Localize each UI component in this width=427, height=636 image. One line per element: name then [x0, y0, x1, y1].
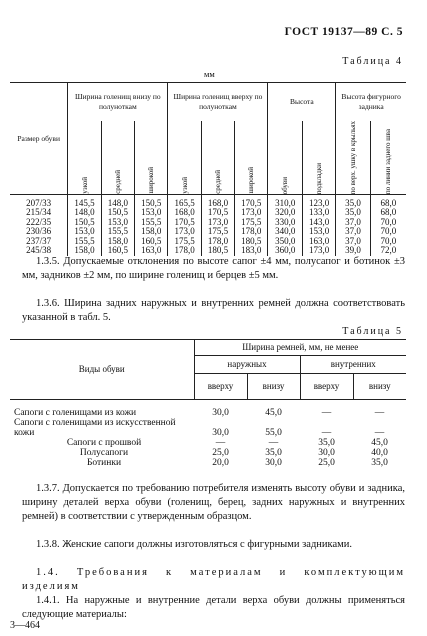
- table4-cell: 163,0: [135, 246, 168, 256]
- table-row: [10, 194, 406, 208]
- table-row: [10, 400, 406, 419]
- table4-cell: 180,5: [235, 237, 268, 247]
- paragraph-1-3-8: 1.3.8. Женские сапоги должны изготовляться с фигурными задниками.: [36, 539, 353, 550]
- table4-subheader: [302, 121, 335, 195]
- table4-group-header: Высота фигурного задника: [341, 92, 401, 111]
- table4-cell: 37,0: [336, 218, 370, 228]
- table4-cell: 37,0: [336, 227, 370, 237]
- table4-cell: 153,0: [135, 208, 168, 218]
- table4-cell: 153,0: [68, 227, 101, 237]
- table4-subheader: [135, 121, 168, 195]
- table4-cell: 143,0: [302, 218, 335, 228]
- table5-cell: 40,0: [371, 447, 388, 458]
- table4-cell: 68,0: [380, 197, 397, 208]
- table5-cell: 35,0: [265, 447, 282, 458]
- table4-cell: 158,0: [101, 237, 134, 247]
- table4-cell: 173,0: [302, 246, 335, 256]
- table4-size-cell: 245/38: [10, 246, 68, 256]
- page-footer: 3—464: [10, 620, 40, 631]
- table5-cell: —: [374, 407, 385, 418]
- table4-size-cell: 230/36: [10, 227, 68, 237]
- table5-group-header: Ширина ремней, мм, не менее: [194, 340, 406, 356]
- table5-subheader: внизу: [368, 380, 391, 391]
- table5-cell: 30,0: [318, 447, 335, 458]
- table4-cell: 320,0: [268, 208, 302, 218]
- table5-type-cell: Ботинки: [86, 458, 122, 468]
- table4-cell: 70,0: [380, 216, 397, 227]
- table4-cell: 178,0: [201, 237, 234, 247]
- table4-cell: 350,0: [268, 237, 302, 247]
- paragraph-1-3-5: 1.3.5. Допускаемые отклонения по высоте сапог ±4 мм, полусапог и ботинок ±3 мм, задников ±2 мм, по ширине голенищ и берцев ±5 мм.: [22, 256, 405, 281]
- table4-cell: 168,0: [201, 194, 234, 208]
- table5-type-cell: Сапоги с голенищами из искусственной кожи: [14, 418, 176, 438]
- table5-type-header: Виды обуви: [10, 340, 194, 400]
- table4-cell: 155,5: [68, 237, 101, 247]
- section-heading-1-4: 1.4. Требования к материалам и комплектующим изделиям: [22, 567, 405, 592]
- table5-inner-header: внутренних: [300, 356, 406, 374]
- table5-cell: 30,0: [212, 427, 229, 438]
- table5-caption: Таблица 5: [342, 326, 403, 337]
- table4-cell: 170,5: [235, 194, 268, 208]
- table-row: [10, 418, 406, 438]
- table4-cell: 178,0: [235, 227, 268, 237]
- table5-cell: 25,0: [318, 457, 335, 468]
- table4-cell: 39,0: [336, 246, 370, 256]
- table4-cell: 173,0: [201, 218, 234, 228]
- table4: [10, 82, 406, 256]
- table4-subheader-label: узкой: [180, 177, 189, 194]
- table4-cell: 165,5: [168, 194, 201, 208]
- table4-cell: 123,0: [302, 194, 335, 208]
- table4-unit: мм: [204, 69, 215, 79]
- table4-subheader-label: по линии заднего шва: [384, 128, 393, 194]
- table4-cell: 148,0: [101, 194, 134, 208]
- table4-cell: 310,0: [268, 194, 302, 208]
- table4-cell: 35,0: [336, 194, 370, 208]
- table4-cell: 133,0: [302, 208, 335, 218]
- page-header: ГОСТ 19137—89 С. 5: [284, 26, 403, 38]
- table4-cell: 158,0: [68, 246, 101, 256]
- table4-cell: 175,5: [168, 237, 201, 247]
- paragraph-1-3-6: 1.3.6. Ширина задних наружных и внутренних ремней должна соответствовать указанной в табл. 5.: [22, 298, 405, 323]
- table4-cell: 70,0: [380, 226, 397, 237]
- table5-cell: 35,0: [318, 437, 335, 448]
- table4-cell: 170,5: [168, 218, 201, 228]
- table4-group-header: Ширина голенищ внизу по полуноткам: [68, 83, 168, 121]
- table4-subheader: [268, 121, 302, 195]
- table4-cell: 330,0: [268, 218, 302, 228]
- table4-cell: 37,0: [336, 237, 370, 247]
- table5-cell: —: [215, 437, 226, 448]
- table4-cell: 173,0: [168, 227, 201, 237]
- table4-subheader: [370, 121, 406, 195]
- table4-cell: 145,5: [68, 194, 101, 208]
- table4-subheader: [235, 121, 268, 195]
- table4-cell: 150,5: [135, 194, 168, 208]
- table4-subheader-label: широкой: [247, 167, 256, 194]
- table-row: [10, 448, 406, 458]
- table4-cell: 168,0: [168, 208, 201, 218]
- table4-cell: 360,0: [268, 246, 302, 256]
- table4-size-cell: 215/34: [10, 208, 68, 218]
- table4-cell: 150,5: [101, 208, 134, 218]
- table5-cell: 30,0: [265, 457, 282, 468]
- table4-caption: Таблица 4: [342, 56, 403, 67]
- table4-subheader-label: подкладки: [315, 162, 324, 194]
- table5-type-cell: Сапоги с голенищами из кожи: [14, 408, 137, 418]
- table5-cell: 20,0: [212, 457, 229, 468]
- table4-subheader-label: широкой: [147, 167, 156, 194]
- table-row: [10, 458, 406, 468]
- table4-subheader: [336, 121, 370, 195]
- table4-cell: 178,0: [168, 246, 201, 256]
- table5-type-cell: Сапоги с прошвой: [66, 438, 142, 448]
- table4-cell: 175,5: [201, 227, 234, 237]
- table4-subheader-label: по верх. ушку в крыльях: [349, 120, 358, 194]
- table4-subheader: [68, 121, 101, 195]
- paragraph-1-4-1: 1.4.1. На наружные и внутренние детали верха обуви должны применяться следующие материалы:: [22, 595, 405, 620]
- table4-cell: 153,0: [101, 218, 134, 228]
- table5-cell: 30,0: [212, 407, 229, 418]
- table4-cell: 68,0: [380, 207, 397, 218]
- table5-subheader: вверху: [300, 374, 353, 400]
- table4-cell: 163,0: [302, 237, 335, 247]
- table5-cell: —: [321, 407, 332, 418]
- table-row: [10, 438, 406, 448]
- table4-group-header: Ширина голенищ вверху по полуноткам: [168, 83, 268, 121]
- table4-cell: 183,0: [235, 246, 268, 256]
- table4-cell: 35,0: [336, 208, 370, 218]
- table5: [10, 339, 406, 468]
- table4-subheader: [201, 121, 234, 195]
- table4-cell: 155,5: [135, 218, 168, 228]
- table4-subheader-label: средней: [213, 170, 222, 194]
- table4-size-cell: 237/37: [10, 237, 68, 247]
- table5-cell: 35,0: [371, 457, 388, 468]
- table4-size-cell: 207/33: [10, 194, 68, 208]
- table5-cell: —: [374, 427, 385, 438]
- table4-cell: 170,5: [201, 208, 234, 218]
- table4-cell: 160,5: [101, 246, 134, 256]
- table4-subheader-label: обуви: [281, 176, 290, 194]
- table5-cell: 45,0: [265, 407, 282, 418]
- table4-cell: 150,5: [68, 218, 101, 228]
- table4-size-cell: 222/35: [10, 218, 68, 228]
- table4-subheader: [101, 121, 134, 195]
- table4-cell: 340,0: [268, 227, 302, 237]
- table4-subheader: [168, 121, 201, 195]
- table4-cell: 155,5: [101, 227, 134, 237]
- table4-cell: 180,5: [201, 246, 234, 256]
- table5-cell: —: [321, 427, 332, 438]
- table4-cell: 70,0: [380, 235, 397, 246]
- table4-cell: 148,0: [68, 208, 101, 218]
- table4-cell: 173,0: [235, 208, 268, 218]
- table4-cell: 160,5: [135, 237, 168, 247]
- table5-outer-header: наружных: [194, 356, 300, 374]
- table4-group-header: Высота: [268, 83, 336, 121]
- table4-cell: 72,0: [380, 245, 397, 256]
- table4-subheader-label: средней: [113, 170, 122, 194]
- table5-cell: 55,0: [265, 427, 282, 438]
- table5-cell: 25,0: [212, 447, 229, 458]
- table5-cell: —: [268, 437, 279, 448]
- table4-cell: 175,5: [235, 218, 268, 228]
- table5-subheader: внизу: [247, 374, 300, 400]
- paragraph-1-3-7: 1.3.7. Допускается по требованию потребителя изменять высоту обуви и задника, ширину деталей верха обуви (голенищ, берец, задних наружных и внутренних ремней) в соответствии с утвержденным образцом.: [22, 483, 405, 522]
- table4-size-header: Размер обуви: [10, 83, 68, 195]
- table5-type-cell: Полусапоги: [79, 448, 129, 458]
- table4-cell: 153,0: [302, 227, 335, 237]
- table4-subheader-label: узкой: [80, 177, 89, 194]
- table5-subheader: вверху: [194, 374, 247, 400]
- table5-cell: 45,0: [371, 437, 388, 448]
- table4-cell: 158,0: [135, 227, 168, 237]
